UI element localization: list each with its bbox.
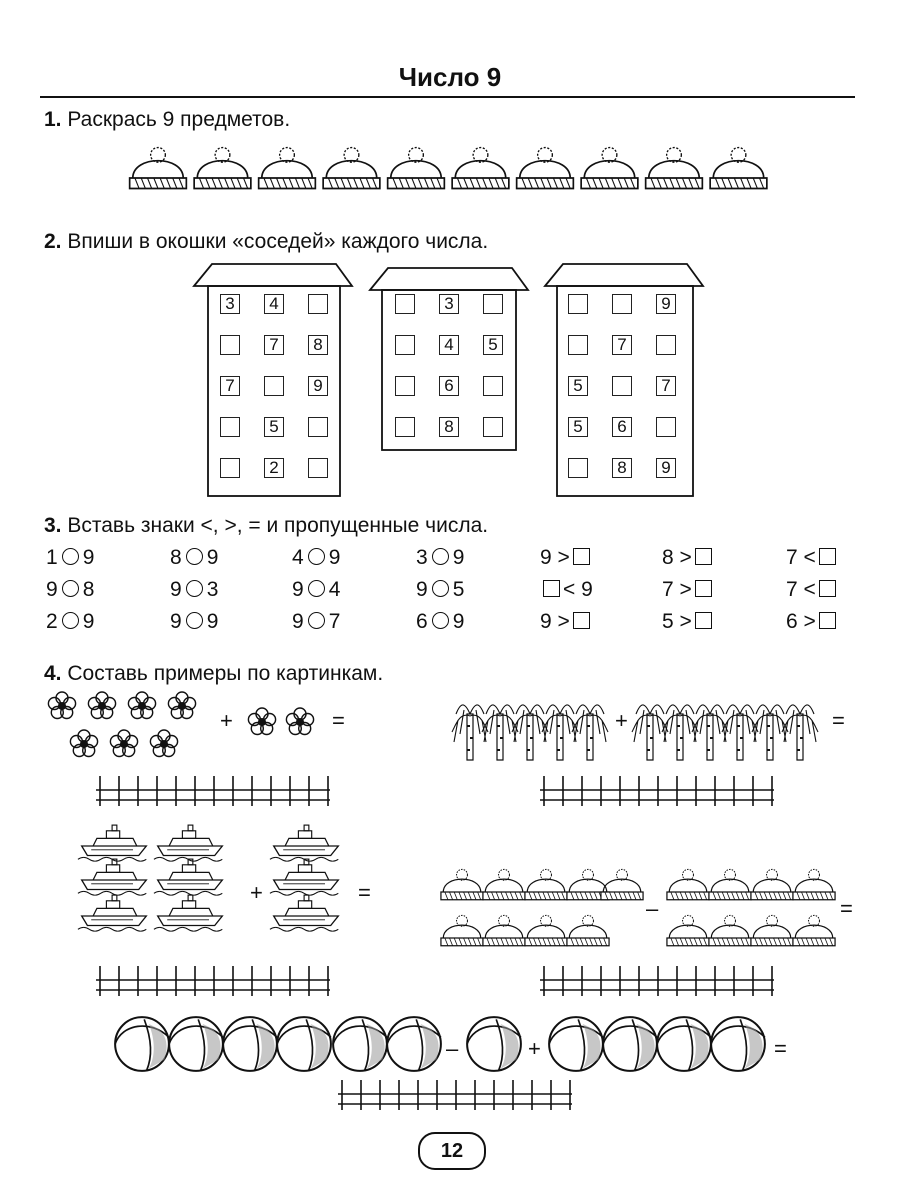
compare-right: 4 [328,578,341,601]
boat-picture [154,859,222,895]
house-number-box: 5 [264,417,284,437]
hat-picture [441,915,483,945]
tree-picture [782,705,818,760]
compare-left: 4 [292,546,304,569]
hat-picture [441,869,483,899]
compare-right: 9 [82,546,95,569]
tree-picture [632,705,668,760]
task-2-text: Впиши в окошки «соседей» каждого числа. [67,230,489,253]
task-4-text: Составь примеры по картинкам. [67,662,384,685]
balls-plus: + [528,1036,541,1061]
compare-left: 1 [46,546,58,569]
ball-picture [387,1017,441,1071]
hat-picture [667,869,709,899]
hat-picture [709,869,751,899]
flower-picture [70,730,97,757]
house-number-box: 6 [612,417,632,437]
hat-picture [483,869,525,899]
compare-left: 5 > [662,610,692,633]
compare-right: 9 [452,610,465,633]
compare-left: 8 > [662,546,692,569]
task-3-number: 3. [44,514,62,537]
flowers-equals: = [332,708,345,733]
flower-picture [88,692,115,719]
hat-picture [793,915,835,945]
compare-left: 9 [46,578,58,601]
compare-left: 8 [170,546,182,569]
balls-equals: = [774,1036,787,1061]
house-number-box: 4 [264,294,284,314]
boats-plus: + [250,880,263,905]
flowers-plus: + [220,708,233,733]
house-number-box: 8 [439,417,459,437]
answer-grid[interactable] [540,966,778,998]
boat-picture [78,825,146,861]
hat-picture [483,915,525,945]
compare-left: 9 [170,610,182,633]
compare-right: < 9 [563,578,593,601]
house-number-box: 3 [220,294,240,314]
ball-picture [467,1017,521,1071]
house-number-box: 5 [568,376,588,396]
tree-picture [752,705,788,760]
tree-picture [512,705,548,760]
flower-picture [286,708,313,735]
hat-picture [525,869,567,899]
ball-picture [115,1017,169,1071]
compare-right: 8 [82,578,95,601]
house-number-box: 9 [656,294,676,314]
compare-left: 2 [46,610,58,633]
tree-picture [452,705,488,760]
house-number-box: 9 [308,376,328,396]
hat-picture [525,915,567,945]
hats-equals: = [840,896,853,921]
compare-right: 9 [452,546,465,569]
house-number-box: 8 [308,335,328,355]
hat-picture [793,869,835,899]
boat-picture [154,895,222,931]
compare-left: 9 [292,610,304,633]
answer-grid[interactable] [338,1080,576,1112]
trees-equals: = [832,708,845,733]
house-number-box: 7 [656,376,676,396]
answer-grid[interactable] [96,776,334,808]
house-number-box: 6 [439,376,459,396]
compare-right: 9 [328,546,341,569]
ball-picture [711,1017,765,1071]
flower-picture [248,708,275,735]
boat-picture [270,859,338,895]
compare-right: 7 [328,610,341,633]
house-number-box: 7 [220,376,240,396]
boat-picture [78,859,146,895]
compare-left: 9 [292,578,304,601]
compare-right: 9 [82,610,95,633]
compare-left: 9 [170,578,182,601]
compare-right: 9 [206,610,219,633]
answer-grid[interactable] [96,966,334,998]
compare-left: 9 > [540,546,570,569]
house-number-box: 8 [612,458,632,478]
house-number-box: 7 [264,335,284,355]
flower-picture [150,730,177,757]
trees-plus: + [615,708,628,733]
task-1-number: 1. [44,108,62,131]
ball-picture [657,1017,711,1071]
hat-picture [709,915,751,945]
boat-picture [154,825,222,861]
compare-left: 7 > [662,578,692,601]
ball-picture [169,1017,223,1071]
flower-picture [168,692,195,719]
compare-right: 3 [206,578,219,601]
compare-left: 3 [416,546,428,569]
tree-picture [482,705,518,760]
hat-picture [567,915,609,945]
ball-picture [603,1017,657,1071]
balls-minus: – [446,1036,459,1061]
compare-right: 5 [452,578,465,601]
hat-picture [667,915,709,945]
boat-picture [270,895,338,931]
house-number-box: 2 [264,458,284,478]
flower-picture [128,692,155,719]
boat-picture [78,895,146,931]
hat-picture [751,869,793,899]
house-number-box: 7 [612,335,632,355]
page-number: 12 [418,1132,486,1170]
hats-minus: – [646,896,659,921]
boats-equals: = [358,880,371,905]
compare-left: 6 [416,610,428,633]
task-2-number: 2. [44,230,62,253]
boat-picture [270,825,338,861]
ball-picture [223,1017,277,1071]
flower-picture [48,692,75,719]
tree-picture [662,705,698,760]
house-number-box: 5 [483,335,503,355]
house-number-box: 3 [439,294,459,314]
ball-picture [277,1017,331,1071]
flower-picture [110,730,137,757]
task-3-text: Вставь знаки <, >, = и пропущенные числа. [67,514,489,537]
ball-picture [333,1017,387,1071]
page-title: Число 9 [398,62,502,92]
hat-picture [751,915,793,945]
ball-picture [549,1017,603,1071]
compare-left: 6 > [786,610,816,633]
task-4-number: 4. [44,662,62,685]
task-1-text: Раскрась 9 предметов. [67,108,291,131]
compare-left: 7 < [786,578,816,601]
compare-left: 9 [416,578,428,601]
house-number-box: 4 [439,335,459,355]
house-number-box: 5 [568,417,588,437]
hat-picture [601,869,643,899]
tree-picture [692,705,728,760]
compare-right: 9 [206,546,219,569]
compare-left: 9 > [540,610,570,633]
tree-picture [542,705,578,760]
tree-picture [572,705,608,760]
compare-left: 7 < [786,546,816,569]
tree-picture [722,705,758,760]
house-number-box: 9 [656,458,676,478]
answer-grid[interactable] [540,776,778,808]
